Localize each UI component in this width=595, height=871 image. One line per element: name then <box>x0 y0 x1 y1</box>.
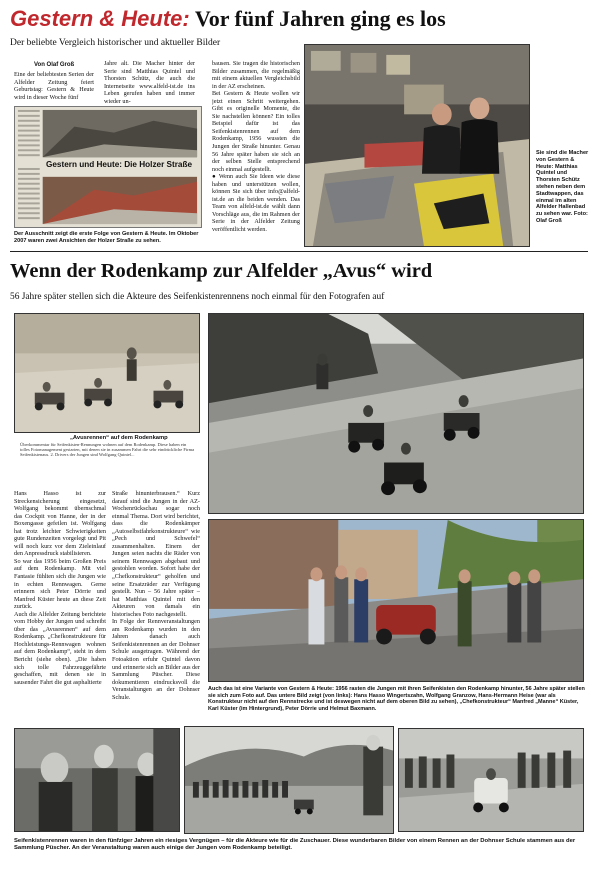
makers-photo-caption: Sie sind die Macher von Gestern & Heute: Matthias Quintel und Thorsten Schütz stehen neben dem Stadtwappen, das einmal im alten Alfelder Hallenbad zu sehen war. Foto: Olaf Groß <box>536 150 589 224</box>
top-col-2: Jahre alt. Die Macher hinter der Serie sind Matthias Quintel und Thorsten Schütz, die auch die Internetseite www.alfeld-ist.de ins Leben gerufen haben und immer wieder un- <box>104 60 195 105</box>
second-col-2: Straße hinunterbrausen.“ Kurz darauf sind die Jungen in der AZ-Wochenrückschau sogar noch einmal Thema. Dort wird berichtet, dass die Rodenkämper „Autoselbstfahrkonstrukteure“ wie „Pech und Schwefel“ zusammenhalten. Einem der Jungen seien nachts die Räder von seinem Rennwagen abgebaut und gestohlen worden. Sofort habe der „Chefkonstrukteur“ geholfen und seine Ersatzräder zur Verfügung gestellt. Nun – 56 Jahre später – hat Matthias Quintel mit den Akteuren von damals ein historisches Foto nachgestellt. In Folge der Rennveranstaltungen am Rodenkamp wurden in den Jahren danach auch Seifenkistenrennen an der Dohnser Schule ausgetragen. Während der Fotoaktion erfuhr Quintel davon und erinnerte sich an Bilder aus der Sammlung Püscher. Diese dokumentieren eindrucksvoll die Veranstaltungen an der Dohnser Schule. <box>112 490 200 701</box>
reunion-photo-caption: Auch das ist eine Variante von Gestern & Heute: 1956 rasten die Jungen mit ihren Seifenkisten den Rodenkamp hinunter, 56 Jahre später stellen sie sich zum Foto auf. Das untere Bild zeigt (von links): Hans Hasso Wingertszahn, Wolfgang Granzow, Hans-Hermann Heise (war als Konstrukteur nicht auf den Rennstrecke und ist deswegen nicht auf dem oberen Bild zu sehen), „Chefkonstrukteur“ Manfred „Manne“ Küster, Karl Küster (im Hintergrund), Peter Dörrie und Helmut Baxmann. <box>208 686 585 712</box>
top-col-1: Eine der beliebtesten Serien der Alfelder Zeitung feiert Geburtstag: Gestern & Heute wird in dieser Woche fünf <box>14 71 94 101</box>
second-col-1: Hans Hasso ist zur Streckensicherung eingesetzt, Wolfgang bekommt übernschmal das Cockpit von Hanne, der in der Boxengasse gefeilen ist. Wolfgang hat trotz leichter Schwierigkeiten gute Rundenzeiten vorgelegt und Pit will noch kurz vor dem Zieleinlauf den Anpressdruck stabilisieren. So war das 1956 beim Großen Preis auf dem Rodenkamp. Mit viel Fantasie fühlten sich die Jungen wie in echten Rennwagen. Gerne erinnern sich Peter Dörrie und Manfred Küster heute an diese Zeit zurück. Auch die Alfelder Zeitung berichtete vom Hobby der Jungen und schreibt über das „Avusrennen“ auf dem Rodenkamp. „Chefkonstrukteure für Hochleistungs-Rennwagen wohnen auf dem Rodenkamp“, steht in dem Bericht (siehe oben). „Die haben sich tolle Fahrzeuggefährte geschaffen, mit denen sie in sausender Fahrt die gut asphaltierte <box>14 490 106 686</box>
section-divider <box>10 251 588 252</box>
top-col-3: bausen. Sie tragen die historischen Bilder zusammen, die regelmäßig mit einem aktuellen Vergleichsbild in der AZ erscheinen. Bei Gestern & Heute wollen wir jetzt einen Schritt weitergehen. Gibt es originelle Momente, die Sie nachstellen können? Ein tolles Beispiel dafür ist das Seifenkistenrennen auf dem Rodenkamp, 1956 wussten die Jungen der Straße hinunter. Genau 56 Jahre später haben sie sich an der selben Stelle entsprechend noch einmal aufgestellt. ● Wenn auch Sie Ideen wie diese haben und unterstützen wollen, können Sie sich über info@alfeld-ist.de an die beiden wenden. Das Team von alfeld-ist.de wählt dann Vorschläge aus, die im Rahmen der Serie in der Alfelder Zeitung veröffentlicht werden. <box>212 60 300 234</box>
dohnser-race-photo-1 <box>14 728 180 832</box>
clipping-caption-line: Gestern und Heute: Die Holzer Straße <box>46 160 193 169</box>
old-photo-caption: Überkommentar für Seifenkisten-Rennungen wohnen auf dem Rodenkamp. Diese haben ein tolles Fotomanagement gestarten, mit denen sie in zusammen Fahrt die sehr eindrückliche Firma Seifenkistenaus. 2. Drivers der Jungen sind Wolfgang Quintel... <box>20 442 195 458</box>
old-race-photo <box>14 313 200 433</box>
race-reunion-photo <box>208 519 584 682</box>
old-photo-caption-title: „Avusrennen“ auf dem Rodenkamp <box>70 435 168 441</box>
top-headline <box>10 6 590 34</box>
clipping-caption: Der Ausschnitt zeigt die erste Folge von Gestern & Heute. Im Oktober 2007 waren zwei Ansichten der Holzer Straße zu sehen. <box>14 231 199 244</box>
dohnser-race-photo-3 <box>398 728 584 832</box>
top-headline-text: Vor fünf Jahren ging es los <box>189 6 446 31</box>
top-deck: Der beliebte Vergleich historischer und aktueller Bilder <box>10 38 221 48</box>
second-deck: 56 Jahre später stellen sich die Akteure des Seifenkistenrennens noch einmal für den Fotografen auf <box>10 292 385 302</box>
drop-cap <box>12 488 13 489</box>
race-1956-photo <box>208 313 584 514</box>
top-kicker: Gestern & Heute: <box>10 6 190 31</box>
second-headline: Wenn der Rodenkamp zur Alfelder „Avus“ wird <box>10 260 433 282</box>
bottom-caption: Seifenkistenrennen waren in den fünfziger Jahren ein riesiges Vergnügen – für die Akteure wie für die Zuschauer. Diese wunderbaren Bilder von einem Rennen an der Dohnser Schule stammen aus der Sammlung Püscher. An der Veranstaltung waren auch einige der Jungen vom Rodenkamp beteiligt. <box>14 838 576 851</box>
dohnser-race-photo-2 <box>184 726 394 834</box>
makers-photo <box>304 44 530 247</box>
top-byline: Von Olaf Groß <box>34 62 75 68</box>
